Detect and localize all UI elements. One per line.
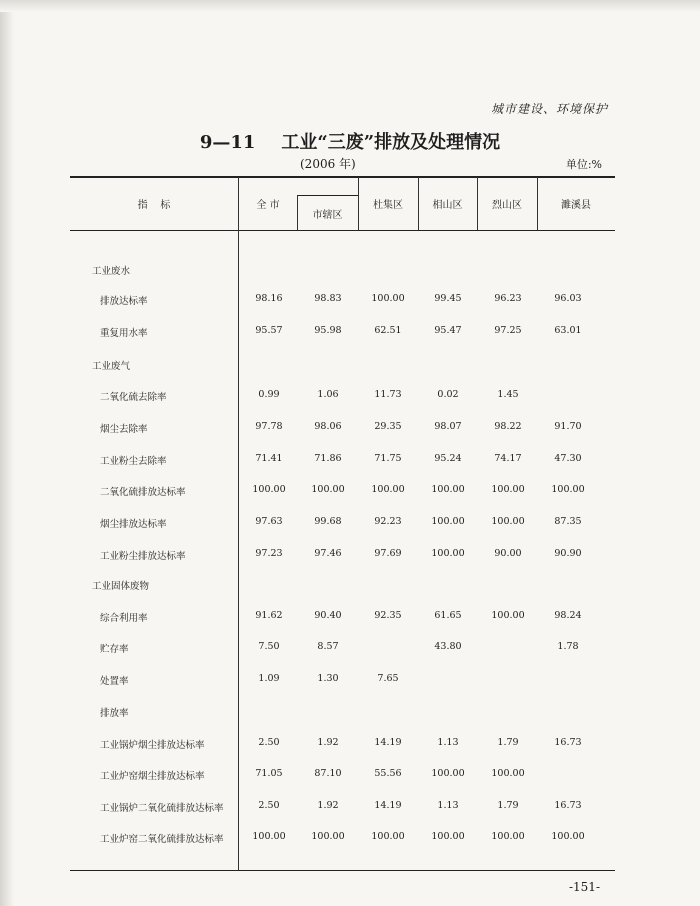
table-cell: 1.92 — [317, 800, 339, 811]
table-cell: 92.35 — [374, 610, 402, 621]
table-cell: 2.50 — [258, 737, 280, 748]
row-label: 贮存率 — [100, 644, 129, 655]
table-cell: 0.99 — [258, 389, 280, 400]
table-cell: 1.13 — [437, 800, 459, 811]
section-label: 工业固体废物 — [92, 581, 150, 592]
table-cell: 100.00 — [371, 484, 405, 495]
header-city: 全 市 — [256, 200, 280, 211]
table-cell: 1.09 — [258, 673, 280, 684]
table-cell: 1.79 — [497, 800, 519, 811]
table-cell: 16.73 — [554, 800, 582, 811]
table-cell: 100.00 — [371, 831, 405, 842]
page-number: -151- — [568, 880, 600, 894]
table-cell: 1.79 — [497, 737, 519, 748]
table-cell: 1.13 — [437, 737, 459, 748]
section-label: 工业废气 — [92, 361, 131, 372]
table-cell: 98.22 — [494, 421, 522, 432]
table-cell: 100.00 — [551, 831, 585, 842]
table-cell: 1.78 — [557, 641, 579, 652]
header-county: 濉溪县 — [561, 200, 591, 211]
table-cell: 47.30 — [554, 453, 582, 464]
table-cell: 91.70 — [554, 421, 582, 432]
table-cell: 98.83 — [314, 293, 342, 304]
table-cell: 99.45 — [434, 293, 462, 304]
table-cell: 1.92 — [317, 737, 339, 748]
table-cell: 97.46 — [314, 548, 342, 559]
table-cell: 97.78 — [255, 421, 283, 432]
table-cell: 100.00 — [431, 516, 465, 527]
table-cell: 100.00 — [491, 610, 525, 621]
year-label: (2006 年) — [300, 157, 356, 171]
row-label: 工业粉尘去除率 — [100, 456, 167, 467]
table-cell: 74.17 — [494, 453, 522, 464]
table-cell: 62.51 — [374, 325, 402, 336]
table-cell: 1.06 — [317, 389, 339, 400]
table-cell: 71.41 — [255, 453, 283, 464]
row-label: 工业锅炉二氧化硫排放达标率 — [100, 803, 224, 814]
table-cell: 92.23 — [374, 516, 402, 527]
table-cell: 95.98 — [314, 325, 342, 336]
table-cell: 71.05 — [255, 768, 283, 779]
table-cell: 96.23 — [494, 293, 522, 304]
row-label: 烟尘去除率 — [100, 424, 148, 435]
table-cell: 97.25 — [494, 325, 522, 336]
table-cell: 43.80 — [434, 641, 462, 652]
table-cell: 71.75 — [374, 453, 402, 464]
header-indicator: 指 标 — [137, 200, 171, 211]
table-cell: 100.00 — [371, 293, 405, 304]
table-cell: 100.00 — [551, 484, 585, 495]
table-cell: 55.56 — [374, 768, 402, 779]
table-cell: 7.65 — [377, 673, 399, 684]
table-cell: 100.00 — [252, 484, 286, 495]
table-cell: 61.65 — [434, 610, 462, 621]
table-cell: 98.07 — [434, 421, 462, 432]
table-cell: 95.57 — [255, 325, 283, 336]
table-top-rule — [70, 176, 615, 178]
table-cell: 29.35 — [374, 421, 402, 432]
table-cell: 7.50 — [258, 641, 280, 652]
table-cell: 100.00 — [491, 516, 525, 527]
table-cell: 1.45 — [497, 389, 519, 400]
table-cell: 71.86 — [314, 453, 342, 464]
table-cell: 90.90 — [554, 548, 582, 559]
row-label: 工业炉窑二氧化硫排放达标率 — [100, 834, 224, 845]
table-cell: 100.00 — [431, 484, 465, 495]
table-cell: 97.23 — [255, 548, 283, 559]
table-bottom-rule — [70, 870, 615, 871]
table-cell: 98.24 — [554, 610, 582, 621]
section-label: 工业废水 — [92, 266, 131, 277]
table-cell: 11.73 — [374, 389, 402, 400]
table-cell: 87.10 — [314, 768, 342, 779]
header-dist3: 烈山区 — [492, 200, 522, 211]
table-cell: 100.00 — [311, 484, 345, 495]
table-cell: 96.03 — [554, 293, 582, 304]
table-cell: 2.50 — [258, 800, 280, 811]
section-header: 城市建设、环境保护 — [490, 102, 608, 116]
table-cell: 90.40 — [314, 610, 342, 621]
table-title — [0, 128, 700, 154]
table-cell: 100.00 — [491, 768, 525, 779]
table-cell: 100.00 — [431, 768, 465, 779]
table-cell: 63.01 — [554, 325, 582, 336]
row-label: 综合利用率 — [100, 613, 148, 624]
page-top-shadow — [0, 0, 700, 12]
table-cell: 1.30 — [317, 673, 339, 684]
urban-sub-rule — [297, 195, 358, 196]
row-label: 工业粉尘排放达标率 — [100, 551, 186, 562]
table-cell: 97.63 — [255, 516, 283, 527]
row-label: 排放率 — [100, 708, 129, 719]
table-cell: 100.00 — [431, 831, 465, 842]
table-cell: 0.02 — [437, 389, 459, 400]
header-dist2: 相山区 — [432, 200, 463, 211]
row-label: 排放达标率 — [100, 296, 148, 307]
table-cell: 14.19 — [374, 737, 402, 748]
table-cell: 14.19 — [374, 800, 402, 811]
unit-label: 单位:% — [565, 158, 602, 171]
table-cell: 100.00 — [311, 831, 345, 842]
table-cell: 100.00 — [491, 484, 525, 495]
table-cell: 100.00 — [252, 831, 286, 842]
table-number: 9—11 — [199, 132, 256, 153]
table-cell: 91.62 — [255, 610, 283, 621]
table-cell: 95.24 — [434, 453, 462, 464]
table-cell: 8.57 — [317, 641, 339, 652]
table-cell: 100.00 — [431, 548, 465, 559]
table-cell: 98.16 — [255, 293, 283, 304]
row-label: 烟尘排放达标率 — [100, 519, 167, 530]
table-cell: 16.73 — [554, 737, 582, 748]
table-cell: 99.68 — [314, 516, 342, 527]
table-title-text: 工业“三废”排放及处理情况 — [281, 132, 501, 153]
header-bottom-rule — [70, 230, 615, 231]
table-cell: 100.00 — [491, 831, 525, 842]
header-urban: 市辖区 — [312, 210, 343, 221]
table-cell: 98.06 — [314, 421, 342, 432]
row-label: 处置率 — [100, 676, 129, 687]
row-label: 重复用水率 — [100, 328, 148, 339]
table-cell: 95.47 — [434, 325, 462, 336]
table-cell: 87.35 — [554, 516, 582, 527]
row-label: 工业炉窑烟尘排放达标率 — [100, 771, 205, 782]
header-dist1: 杜集区 — [373, 200, 403, 211]
row-label: 二氧化硫排放达标率 — [100, 487, 186, 498]
row-label: 二氧化硫去除率 — [100, 392, 167, 403]
table-cell: 90.00 — [494, 548, 522, 559]
table-cell: 97.69 — [374, 548, 402, 559]
row-label: 工业锅炉烟尘排放达标率 — [100, 740, 205, 751]
